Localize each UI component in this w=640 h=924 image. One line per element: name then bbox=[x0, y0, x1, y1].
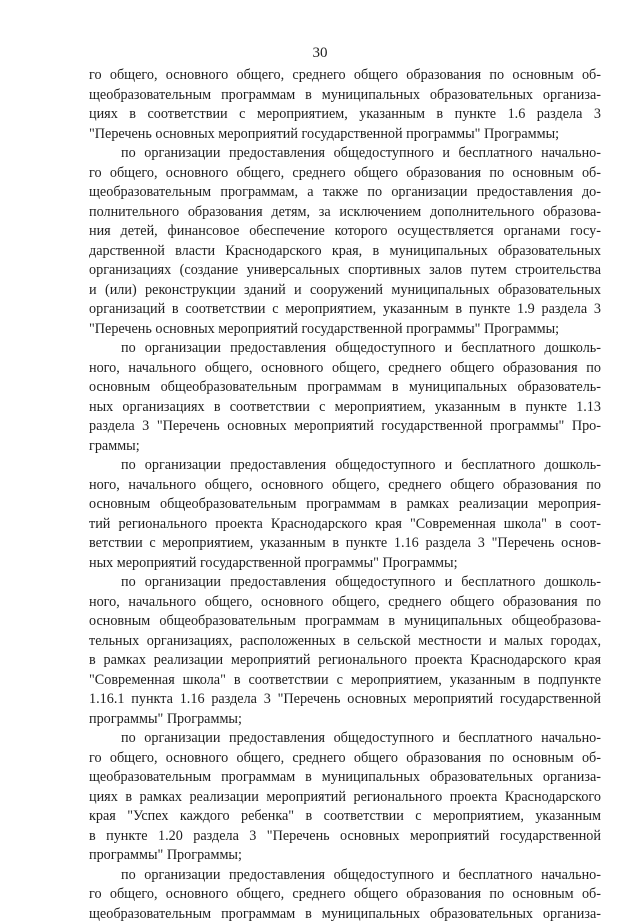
text-line: по организации предоставления общедоступного и бесплатного дошколь- bbox=[89, 573, 601, 593]
text-line: щеобразовательным программам в муниципальных образовательных организа- bbox=[89, 86, 601, 106]
text-line: тельных организациях, расположенных в сельской местности и малых городах, bbox=[89, 632, 601, 652]
text-line: ного, начального общего, основного общего, среднего общего образования по bbox=[89, 359, 601, 379]
text-line: ния детей, финансовое обеспечение которого осуществляется органами госу- bbox=[89, 222, 601, 242]
text-line: го общего, основного общего, среднего общего образования по основным об- bbox=[89, 749, 601, 769]
text-line: ных мероприятий государственной программы" Программы; bbox=[89, 554, 601, 574]
text-line: "Перечень основных мероприятий государственной программы" Программы; bbox=[89, 320, 601, 340]
text-line: организаций в соответствии с мероприятием, указанным в пункте 1.9 раздела 3 bbox=[89, 300, 601, 320]
text-line: раздела 3 "Перечень основных мероприятий государственной программы" Про- bbox=[89, 417, 601, 437]
text-line: граммы; bbox=[89, 437, 601, 457]
text-line: основным общеобразовательным программам в муниципальных общеобразова- bbox=[89, 612, 601, 632]
text-line: го общего, основного общего, среднего общего образования по основным об- bbox=[89, 164, 601, 184]
text-line: дарственной власти Краснодарского края, в муниципальных образовательных bbox=[89, 242, 601, 262]
text-line: программы" Программы; bbox=[89, 710, 601, 730]
text-line: ного, начального общего, основного общего, среднего общего образования по bbox=[89, 476, 601, 496]
paragraph bbox=[89, 866, 601, 924]
text-line: ветствии с мероприятием, указанным в пункте 1.16 раздела 3 "Перечень основ- bbox=[89, 534, 601, 554]
text-line: "Современная школа" в соответствии с мероприятием, указанным в подпункте bbox=[89, 671, 601, 691]
paragraph bbox=[89, 339, 601, 456]
text-line: ных организациях в соответствии с мероприятием, указанным в пункте 1.13 bbox=[89, 398, 601, 418]
text-line: основным общеобразовательным программам в муниципальных образователь- bbox=[89, 378, 601, 398]
paragraph bbox=[89, 66, 601, 144]
text-line: и (или) реконструкции зданий и сооружений муниципальных образовательных bbox=[89, 281, 601, 301]
text-line: по организации предоставления общедоступного и бесплатного дошколь- bbox=[89, 339, 601, 359]
text-line: циях в соответствии с мероприятием, указанным в пункте 1.6 раздела 3 bbox=[89, 105, 601, 125]
text-line: по организации предоставления общедоступного и бесплатного начально- bbox=[89, 144, 601, 164]
paragraph bbox=[89, 729, 601, 866]
text-line: 1.16.1 пункта 1.16 раздела 3 "Перечень основных мероприятий государственной bbox=[89, 690, 601, 710]
text-line: основным общеобразовательным программам в рамках реализации мероприя- bbox=[89, 495, 601, 515]
paragraph bbox=[89, 573, 601, 729]
text-line: программы" Программы; bbox=[89, 846, 601, 866]
text-line: тий регионального проекта Краснодарского края "Современная школа" в соот- bbox=[89, 515, 601, 535]
paragraph bbox=[89, 144, 601, 339]
text-line: циях в рамках реализации мероприятий регионального проекта Краснодарского bbox=[89, 788, 601, 808]
page-number: 30 bbox=[0, 44, 640, 62]
paragraph bbox=[89, 456, 601, 573]
text-line: щеобразовательным программам в муниципальных образовательных организа- bbox=[89, 768, 601, 788]
text-line: "Перечень основных мероприятий государственной программы" Программы; bbox=[89, 125, 601, 145]
text-line: по организации предоставления общедоступного и бесплатного начально- bbox=[89, 729, 601, 749]
text-line: щеобразовательным программам в муниципальных образовательных организа- bbox=[89, 905, 601, 924]
text-line: по организации предоставления общедоступного и бесплатного дошколь- bbox=[89, 456, 601, 476]
text-line: в рамках реализации мероприятий регионального проекта Краснодарского края bbox=[89, 651, 601, 671]
text-line: в пункте 1.20 раздела 3 "Перечень основных мероприятий государственной bbox=[89, 827, 601, 847]
document-body bbox=[89, 66, 601, 924]
text-line: организациях (создание универсальных спортивных залов путем строительства bbox=[89, 261, 601, 281]
text-line: ного, начального общего, основного общего, среднего общего образования по bbox=[89, 593, 601, 613]
text-line: щеобразовательным программам, а также по организации предоставления до- bbox=[89, 183, 601, 203]
text-line: по организации предоставления общедоступного и бесплатного начально- bbox=[89, 866, 601, 886]
text-line: края "Успех каждого ребенка" в соответствии с мероприятием, указанным bbox=[89, 807, 601, 827]
text-line: го общего, основного общего, среднего общего образования по основным об- bbox=[89, 885, 601, 905]
text-line: го общего, основного общего, среднего общего образования по основным об- bbox=[89, 66, 601, 86]
text-line: полнительного образования детям, за исключением дополнительного образова- bbox=[89, 203, 601, 223]
